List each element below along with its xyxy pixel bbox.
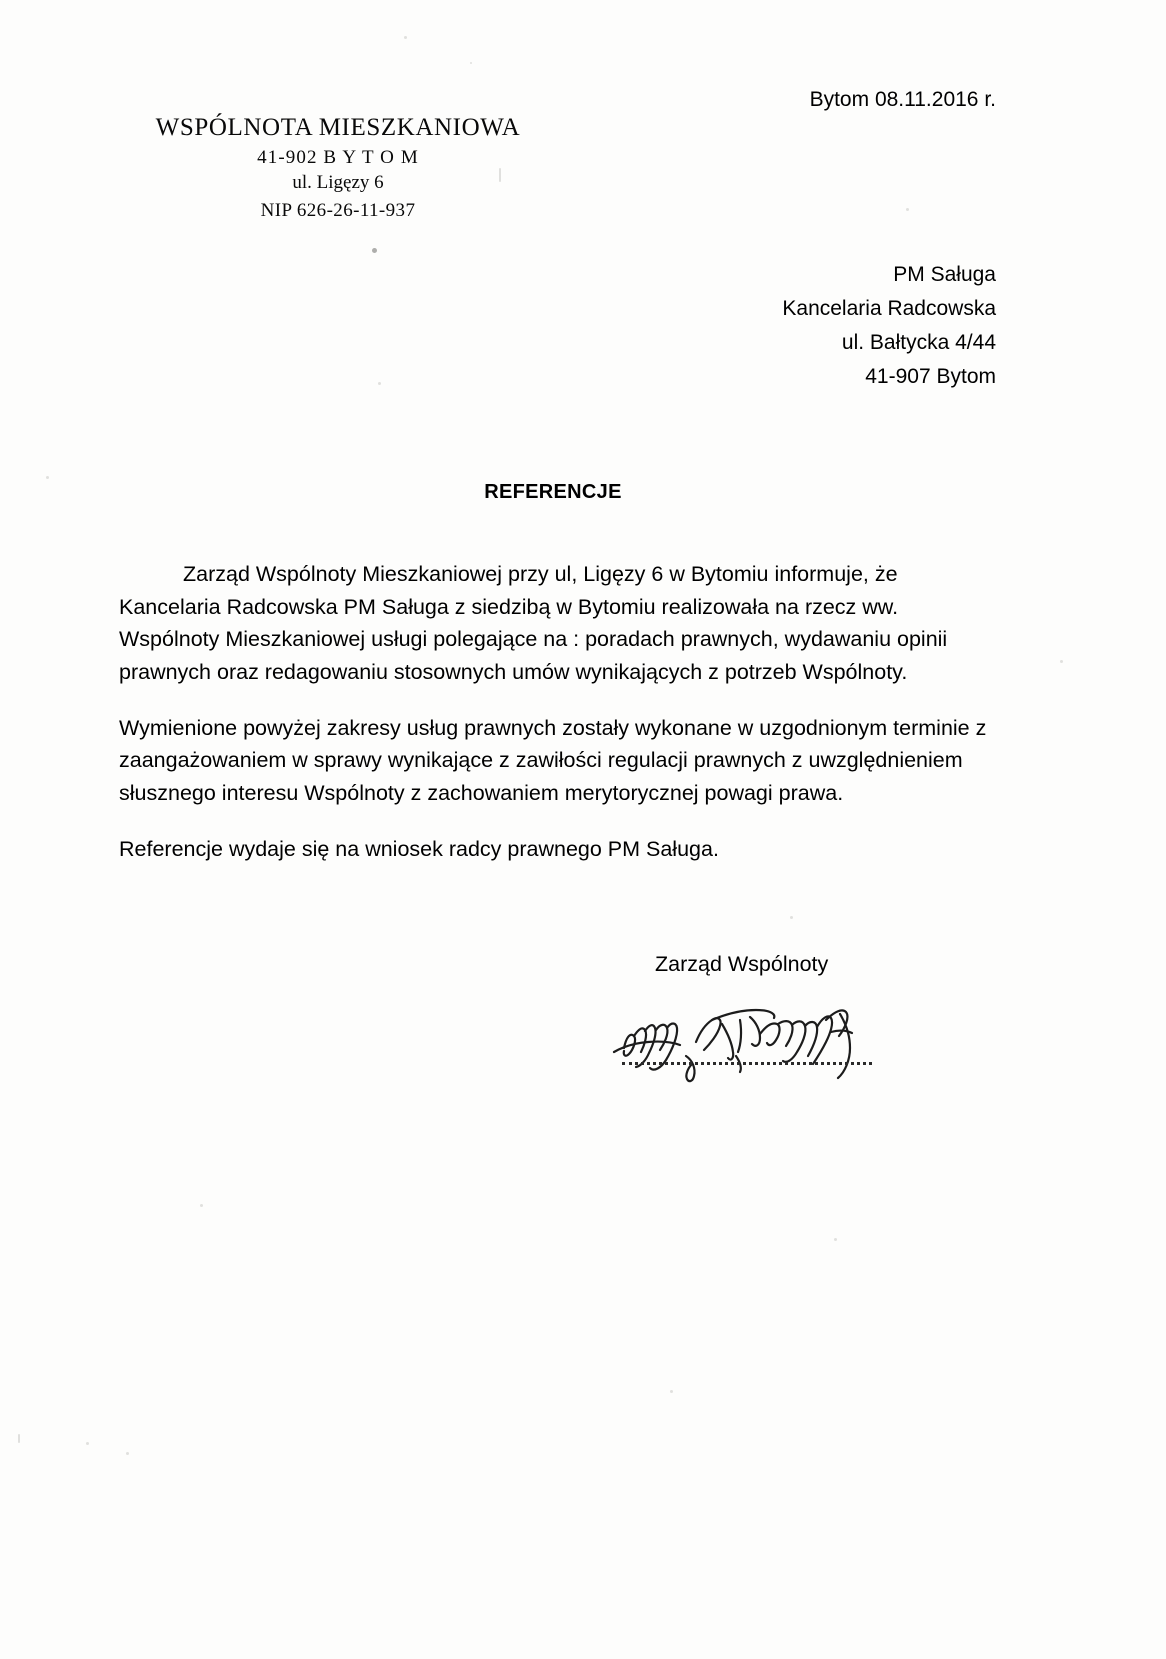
closing-signature-label: Zarząd Wspólnoty <box>655 952 829 976</box>
scan-speckle <box>378 382 381 385</box>
signature-ink <box>600 990 900 1090</box>
letterhead-street: ul. Ligęzy 6 <box>292 172 384 194</box>
letterhead-stamp <box>128 112 548 223</box>
scan-speckle <box>834 1238 837 1241</box>
handwritten-signature <box>600 990 900 1090</box>
scan-speckle <box>86 1442 89 1445</box>
signature-line <box>622 1062 872 1065</box>
letterhead-organization: WSPÓLNOTA MIESZKANIOWA <box>155 114 521 141</box>
scan-speckle <box>670 1390 673 1393</box>
recipient-name: PM Saługa <box>893 263 996 286</box>
document-date: Bytom 08.11.2016 r. <box>809 88 996 111</box>
recipient-city: 41-907 Bytom <box>865 365 996 389</box>
document-body <box>119 558 999 888</box>
scan-speckle <box>790 916 793 919</box>
recipient-address-block <box>782 258 996 394</box>
scan-speckle <box>906 208 909 211</box>
body-paragraph-3: Referencje wydaje się na wniosek radcy prawnego PM Saługa. <box>119 836 719 861</box>
recipient-street: ul. Bałtycka 4/44 <box>841 331 996 355</box>
body-paragraph-1: Zarząd Wspólnoty Mieszkaniowej przy ul, Ligęzy 6 w Bytomiu informuje, że Kancelaria Radcowska PM Saługa z siedzibą w Bytomiu realizowała na rzecz ww. Wspólnoty Mieszkaniowej usługi polegające na : poradach prawnych, wydawaniu opinii prawnych oraz redagowaniu stosownych umów wynikających z potrzeb Wspólnoty. <box>119 562 948 685</box>
scan-speckle <box>18 1434 20 1443</box>
page-title: REFERENCJE <box>484 481 622 503</box>
scan-speckle <box>470 62 472 64</box>
scan-speckle <box>1060 660 1063 663</box>
scan-speckle <box>372 248 377 253</box>
scan-speckle <box>404 36 407 39</box>
scan-speckle <box>126 1452 129 1455</box>
letterhead-nip: NIP 626-26-11-937 <box>260 199 416 221</box>
scan-speckle <box>46 476 49 479</box>
letterhead-city: 41-902 B Y T O M <box>257 147 419 168</box>
scan-speckle <box>200 1204 203 1207</box>
recipient-company: Kancelaria Radcowska <box>782 297 996 321</box>
body-paragraph-2: Wymienione powyżej zakresy usług prawnych zostały wykonane w uzgodnionym terminie z zaangażowaniem w sprawy wynikające z zawiłości regulacji prawnych z uwzględnieniem słusznego interesu Wspólnoty z zachowaniem merytorycznej powagi prawa. <box>119 715 987 806</box>
